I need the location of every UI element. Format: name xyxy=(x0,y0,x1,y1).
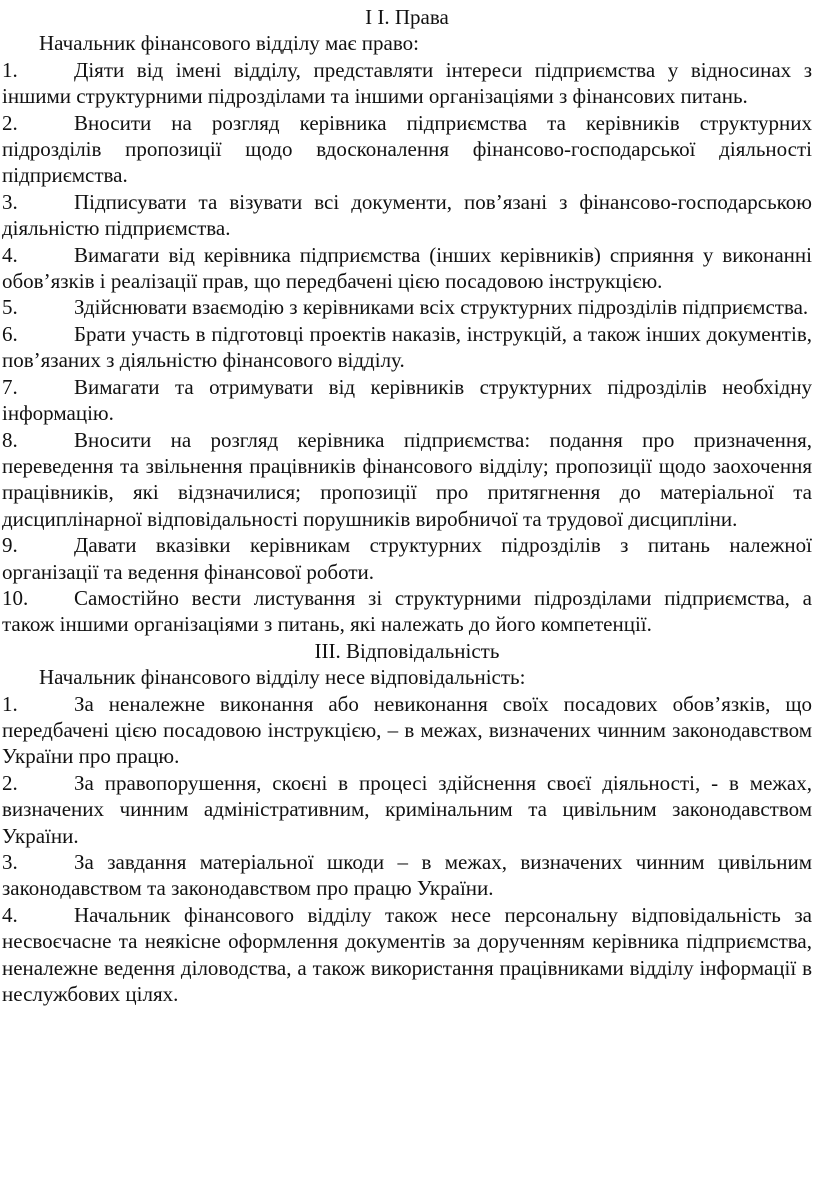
rights-item xyxy=(2,532,812,585)
item-text: Давати вказівки керівникам структурних підрозділів з питань належної організації та ведення фінансової роботи. xyxy=(2,533,812,584)
rights-item xyxy=(2,294,812,320)
rights-item xyxy=(2,585,812,638)
item-text: Підписувати та візувати всі документи, пов’язані з фінансово-господарською діяльністю підприємства. xyxy=(2,189,812,241)
item-text: Вимагати від керівника підприємства (інших керівників) сприяння у виконанні обов’язків і реалізації прав, що передбачені цією посадовою інструкцією. xyxy=(2,242,812,294)
item-number: 4. xyxy=(2,242,18,267)
item-text: За завдання матеріальної шкоди – в межах, визначених чинним цивільним законодавством та законодавством про працю України. xyxy=(2,850,812,901)
item-text: Брати участь в підготовці проектів наказів, інструкцій, а також інших документів, пов’язаних з діяльністю фінансового відділу. xyxy=(2,321,812,373)
item-number: 3. xyxy=(2,850,18,874)
rights-item xyxy=(2,321,812,374)
item-text: Самостійно вести листування зі структурними підрозділами підприємства, а також іншими організаціями з питань, які належать до його компетенції. xyxy=(2,585,812,637)
item-number: 5. xyxy=(2,295,18,320)
rights-item xyxy=(2,110,812,189)
item-text: За неналежне виконання або невиконання своїх посадових обов’язків, що передбачені цією посадовою інструкцією, – в межах, визначених чинним законодавством України про працю. xyxy=(2,691,812,769)
rights-item xyxy=(2,427,812,533)
item-text: Начальник фінансового відділу також несе персональну відповідальність за несвоєчасне та неякісне оформлення документів за дорученням керівника підприємства, неналежне ведення діловодства, а також використання працівниками відділу інформації в неслужбових цілях. xyxy=(2,902,812,1007)
item-text: За правопорушення, скоєні в процесі здійснення своєї діяльності, - в межах, визначених чинним адміністративним, кримінальним та цивільним законодавством України. xyxy=(2,770,812,848)
item-number: 9. xyxy=(2,533,18,558)
responsibility-item xyxy=(2,691,812,770)
item-number: 6. xyxy=(2,321,18,346)
item-number: 3. xyxy=(2,189,18,214)
item-text: Вносити на розгляд керівника підприємства та керівників структурних підрозділів пропозиції щодо вдосконалення фінансово-господарської діяльності підприємства. xyxy=(2,110,812,188)
section-title-rights: I I. Права xyxy=(365,5,449,29)
item-number: 8. xyxy=(2,427,18,452)
rights-item xyxy=(2,189,812,242)
item-number: 1. xyxy=(2,57,18,82)
item-text: Діяти від імені відділу, представляти інтереси підприємства у відносинах з іншими структурними підрозділами та іншими організаціями з фінансових питань. xyxy=(2,57,812,109)
item-text: Вносити на розгляд керівника підприємства: подання про призначення, переведення та звільнення працівників фінансового відділу; пропозиції щодо заохочення працівників, які відзначилися; пропозиції про притягнення до матеріальної та дисциплінарної відповідальності порушників виробничої та трудової дисципліни. xyxy=(2,427,812,531)
rights-item xyxy=(2,374,812,427)
item-text: Вимагати та отримувати від керівників структурних підрозділів необхідну інформацію. xyxy=(2,374,812,426)
rights-item xyxy=(2,242,812,295)
responsibility-item xyxy=(2,902,812,1008)
section-title-responsibility: III. Відповідальність xyxy=(314,638,500,663)
rights-item xyxy=(2,57,812,110)
item-text: Здійснювати взаємодію з керівниками всіх структурних підрозділів підприємства. xyxy=(74,295,809,320)
item-number: 1. xyxy=(2,691,18,716)
item-number: 2. xyxy=(2,110,18,135)
section-intro-responsibility: Начальник фінансового відділу несе відповідальність: xyxy=(39,665,526,690)
item-number: 2. xyxy=(2,770,18,795)
item-number: 10. xyxy=(2,585,29,610)
responsibility-item xyxy=(2,770,812,849)
item-number: 4. xyxy=(2,902,18,927)
item-number: 7. xyxy=(2,374,18,399)
responsibility-item xyxy=(2,849,812,902)
section-intro-rights: Начальник фінансового відділу має право: xyxy=(39,31,419,56)
